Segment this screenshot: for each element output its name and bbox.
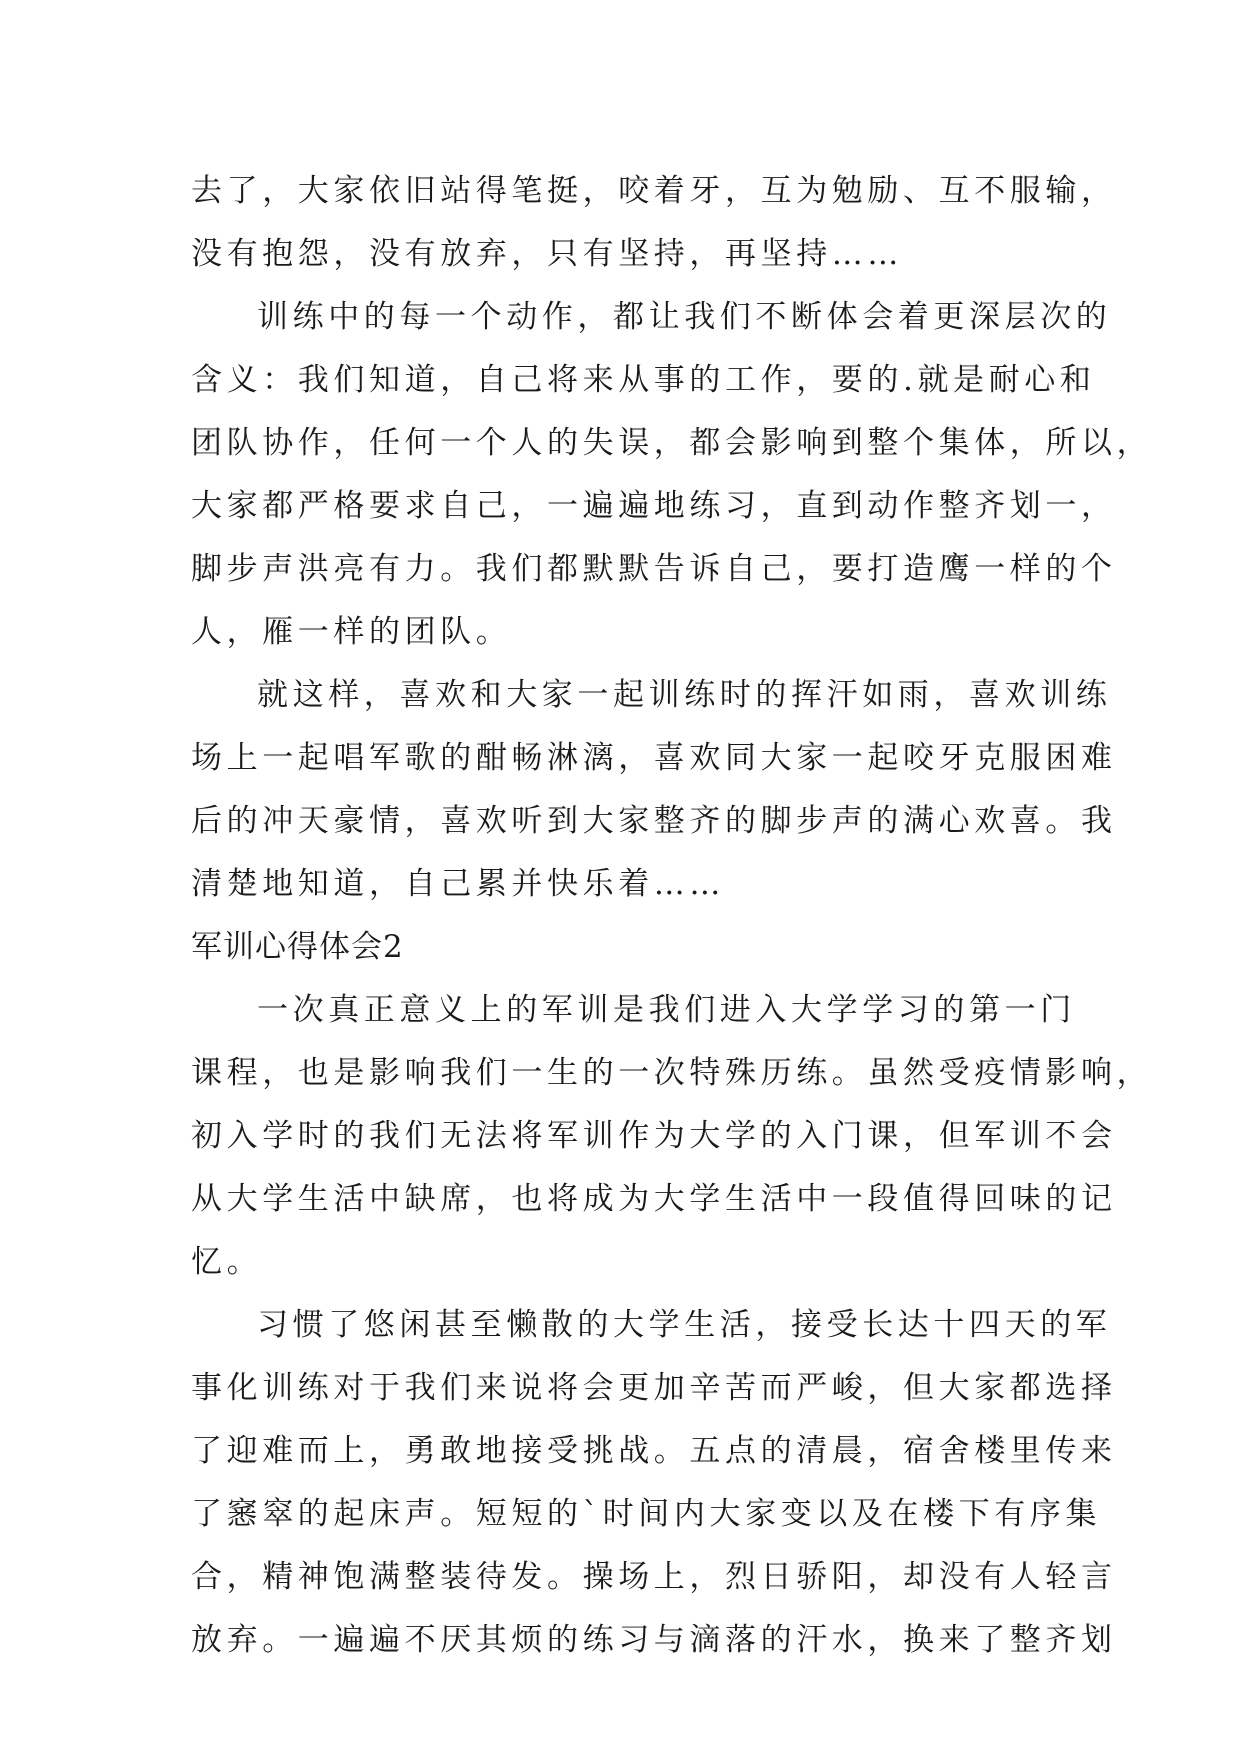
- text-line: 团队协作，任何一个人的失误，都会影响到整个集体，所以，: [191, 425, 1153, 461]
- text-line: 大家都严格要求自己，一遍遍地练习，直到动作整齐划一，: [191, 488, 1117, 524]
- text-line: 清楚地知道，自己累并快乐着……: [191, 866, 725, 902]
- paragraph-start-line: 训练中的每一个动作，都让我们不断体会着更深层次的: [257, 299, 1112, 335]
- text-line: 含义：我们知道，自己将来从事的工作，要的.就是耐心和: [191, 362, 1096, 398]
- text-line: 了迎难而上，勇敢地接受挑战。五点的清晨，宿舍楼里传来: [191, 1433, 1117, 1469]
- text-line: 从大学生活中缺席，也将成为大学生活中一段值得回味的记: [191, 1181, 1117, 1217]
- text-line: 初入学时的我们无法将军训作为大学的入门课，但军训不会: [191, 1118, 1117, 1154]
- paragraph-start-line: 习惯了悠闲甚至懒散的大学生活，接受长达十四天的军: [257, 1307, 1112, 1343]
- text-line: 合，精神饱满整装待发。操场上，烈日骄阳，却没有人轻言: [191, 1559, 1117, 1595]
- text-line: 事化训练对于我们来说将会更加辛苦而严峻，但大家都选择: [191, 1370, 1117, 1406]
- text-line: 忆。: [191, 1244, 263, 1280]
- text-line: 放弃。一遍遍不厌其烦的练习与滴落的汗水，换来了整齐划: [191, 1622, 1117, 1658]
- text-line: 去了，大家依旧站得笔挺，咬着牙，互为勉励、互不服输，: [191, 173, 1117, 209]
- section-heading: 军训心得体会2: [191, 929, 404, 965]
- text-line: 场上一起唱军歌的酣畅淋漓，喜欢同大家一起咬牙克服困难: [191, 740, 1117, 776]
- document-body: [191, 160, 1153, 1672]
- text-line: 没有抱怨，没有放弃，只有坚持，再坚持……: [191, 236, 903, 272]
- text-line: 脚步声洪亮有力。我们都默默告诉自己，要打造鹰一样的个: [191, 551, 1117, 587]
- text-line: 了窸窣的起床声。短短的`时间内大家变以及在楼下有序集: [191, 1496, 1102, 1532]
- text-line: 课程，也是影响我们一生的一次特殊历练。虽然受疫情影响，: [191, 1055, 1153, 1091]
- paragraph-start-line: 一次真正意义上的军训是我们进入大学学习的第一门: [257, 992, 1076, 1028]
- text-line: 人，雁一样的团队。: [191, 614, 512, 650]
- paragraph-start-line: 就这样，喜欢和大家一起训练时的挥汗如雨，喜欢训练: [257, 677, 1112, 713]
- text-line: 后的冲天豪情，喜欢听到大家整齐的脚步声的满心欢喜。我: [191, 803, 1117, 839]
